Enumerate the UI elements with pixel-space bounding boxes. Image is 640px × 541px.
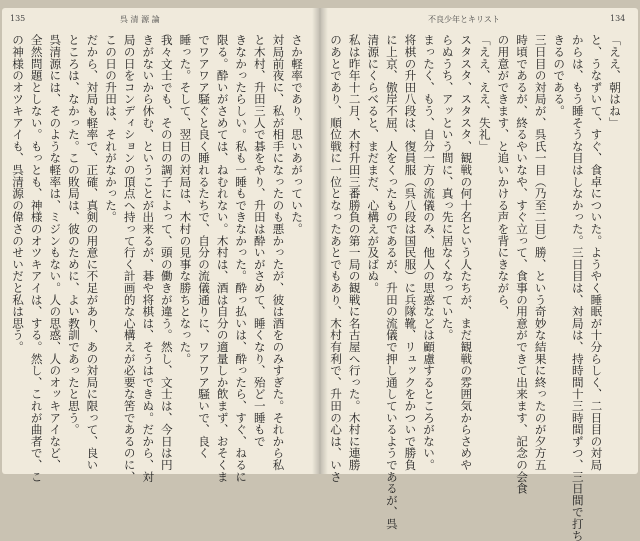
text-column: 局の日をコンディションの頂点へ持って行く計画的な心構えが必要な筈であるのに、 (122, 34, 137, 483)
text-column: 睡った。そして、翌日の対局は、木村の見事な勝ちとなった。 (178, 34, 193, 365)
text-column: 我々文士でも、その日の調子によって、頭の働きが違う。然し、文士は、今日は円 (159, 34, 174, 471)
text-column: でワアワア騒ぐと良く睡れるたちで、自分の流儀通りに、ワアワア騒いで、良く (197, 34, 212, 459)
text-column: と、うなずいて、すぐ、食卓についた。ようやく睡眠が十分らしく、二日目の対局 (589, 34, 604, 471)
text-column: 時頃であるが、終るやいなや、すぐ立って、食事の用意ができて出来ます、記念の会食 (515, 34, 530, 495)
text-column: と木村、升田三人で碁をやり、升田は酔いがさめて、睡くなり、殆ど一睡もで (252, 34, 267, 447)
right-running-head: 不良少年とキリスト (428, 15, 500, 24)
text-column: 三日目の対局が、呉氏一目（乃至二目）勝、という奇妙な結果に終ったのが夕方五 (533, 34, 548, 471)
text-column: のあとであり、順位戦に一位となったあとでもあり、木村有利で、升田の心は、いさ (329, 34, 344, 483)
right-page-body (329, 34, 624, 541)
left-page (2, 8, 320, 483)
text-column: きがないから休む、ということが出来るが、碁や将棋は、そうはできぬ。だから、対 (141, 34, 156, 483)
left-running-head: 呉 清 源 論 (120, 15, 160, 24)
text-column: に上京、傲岸不屈、人をくったものであるが、升田の流儀で押し通しているようであるが、呉 (384, 34, 399, 530)
text-column: ところは、なかった。この敗局は、彼のために、よい教訓であったと思う。 (66, 34, 81, 436)
text-column: さか軽率であり、思いあがっていた。 (290, 34, 304, 235)
text-column: 清源にくらべると、まだまだ、心構えが及ばぬ。 (366, 34, 381, 294)
text-column: の神様のオツキアイも、呉清源の偉さのせいだと私は思う。 (11, 34, 26, 353)
text-column: 私は昨年十二月、木村升田三番勝負の第一局の観戦に名古屋へ行った。木村に連勝 (347, 34, 362, 471)
text-column: まったく、もう、自分一方の流儀のみ、他人の思惑などは顧慮するところがない。 (422, 34, 437, 471)
text-column: 「ええ、朝はね」 (608, 34, 622, 129)
text-column: 限る。酔いがさめては、ねむれない。木村は、酒は自分の適量しか飲まず、おそくま (215, 34, 230, 483)
text-column: きなかったらしい。私も一睡もできなかった。酔っ払いは、酔ったら、すぐ、ねるに (234, 34, 249, 483)
text-column: からは、もう睡そうな目はしなかった。三日目は、対局は、持時間十三時間ずつ、三日間で打ち (570, 34, 585, 541)
text-column: きるのである。 (552, 34, 567, 117)
text-column: の用意ができます、と追いかける声を背にきながら、 (496, 34, 511, 318)
text-column: らぬうち、アッという間に、真っ先に居なくなっていた。 (440, 34, 455, 341)
text-column: 全然問題としない。もっとも、神様のオツキアイは、する。然し、これが曲者で、こ (29, 34, 44, 483)
text-column: 将棋の升田八段は、復員服（呉八段は国民服）に兵隊靴、リュックをかついで勝負 (403, 34, 418, 471)
text-column: だから、対局も軽率で、正確、真剣の用意に不足があり、あの対局に限って、良い (85, 34, 100, 471)
text-column: 呉清源には、そのような軽率は、ミジンもない。人の思惑、人のオッキアイなど、 (48, 34, 63, 471)
left-page-number: 135 (10, 14, 26, 23)
text-column: 対局前夜に、私が相手になったのも悪かったが、彼は酒をのみすぎた。それから私 (271, 34, 286, 471)
text-column: 「ええ、ええ、失礼」 (477, 34, 492, 152)
text-column: スタスタ、スタスタ、観戦の何十名という人たちが、まだ観戦の雰囲気からさめや (459, 34, 474, 471)
text-column: この日の升田は、それがなかった。 (104, 34, 119, 223)
right-page-number: 134 (610, 14, 626, 23)
right-page (320, 8, 638, 541)
left-page-body (11, 34, 306, 483)
